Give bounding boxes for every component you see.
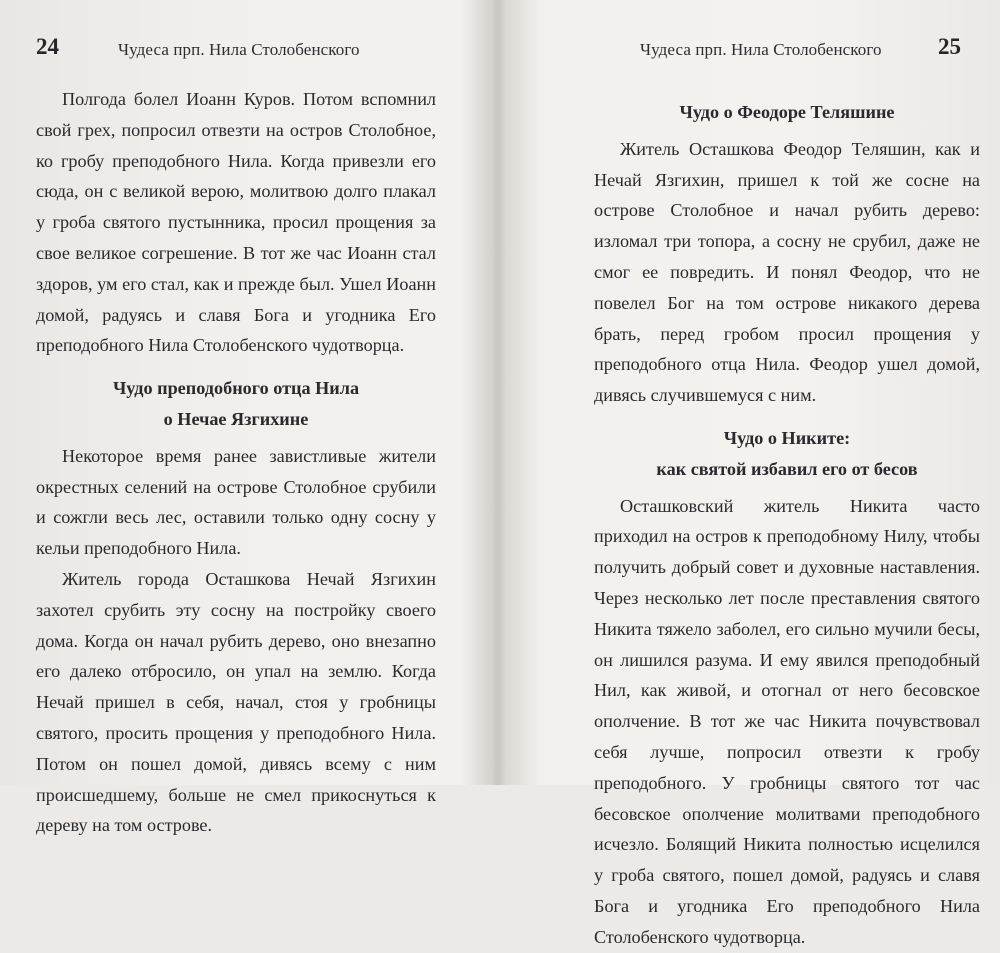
heading-nechai-line1: Чудо преподобного отца Нила [112, 378, 360, 399]
paragraph-nikita: Осташковский житель Никита часто приходил на остров к преподобному Нилу, чтобы получить добрый совет и духовные наставления. Через несколько лет после преставления святого Никита тяжело заболел, его сильно мучили бесы, он лишился разума. И ему явился преподобный Нил, как живой, и отогнал от него бесовское ополчение. В тот же час Никита почувствовал себя лучше, попросил отвезти к гробу преподобного. У гробницы святого тот час бесовское ополчение молитвами преподобного исчезло. Болящий Никита полностью исцелился у гроба святого, пошел домой, радуясь и славя Бога и угодника Его преподобного Нила Столобенского чудотворца. [594, 495, 980, 947]
heading-feodor: Чудо о Феодоре Теляшине [679, 102, 895, 122]
right-page [510, 0, 1000, 947]
paragraph-ioann-kurov: Полгода болел Иоанн Куров. Потом вспомнил свой грех, попросил отвезти на остров Столобное, ко гробу преподобного Нила. Когда привезли его сюда, он с великой верою, молитвою долго плакал у гроба святого пустынника, просил прощения за свое великое согрешение. В тот же час Иоанн стал здоров, ум его стал, как и прежде был. Ушел Иоанн домой, радуясь и славя Бога и угодника Его преподобного Нила Столобенского чудотворца. [36, 89, 436, 356]
paragraph-feodor: Житель Осташкова Феодор Теляшин, как и Нечай Язгихин, пришел к той же сосне на острове Столобное и начал рубить дерево: изломал три топора, а сосну не срубил, даже не смог ее повредить. И понял Феодор, что не повелел Бог на том острове никакого дерева брать, перед гробом просил прощения у преподобного отца Нила. Феодор ушел домой, дивясь случившемуся с ним. [594, 138, 980, 406]
page-number-right: 25 [938, 34, 961, 59]
left-text-block [36, 84, 436, 841]
left-page [0, 0, 490, 836]
spacer [594, 411, 980, 423]
heading-nikita-line1: Чудо о Никите: [723, 427, 851, 448]
right-text-block [594, 97, 980, 953]
running-head-right: Чудеса прп. Нила Столобенского [640, 40, 882, 59]
paragraph-nechai: Житель города Осташкова Нечай Язгихин захотел срубить эту сосну на постройку своего дома. Когда он начал рубить дерево, оно внезапно его далеко отбросило, он упал на землю. Когда Нечай пришел в себя, начал, стоя у гробницы святого, просить прощения у преподобного Нила. Потом он пошел домой, дивясь всему с ним происшедшему, больше не смел прикоснуться к дереву на том острове. [36, 568, 436, 836]
paragraph-forest: Некоторое время ранее завистливые жители окрестных селений на острове Столобное срубили и сожгли весь лес, оставили только одну сосну у кельи преподобного Нила. [36, 445, 436, 559]
heading-nikita-line2: как святой избавил его от бесов [656, 458, 918, 479]
heading-nechai-line2: о Нечае Язгихине [163, 408, 309, 429]
spacer [36, 361, 436, 373]
page-number-left: 24 [36, 34, 59, 59]
running-head-left: Чудеса прп. Нила Столобенского [118, 40, 360, 59]
